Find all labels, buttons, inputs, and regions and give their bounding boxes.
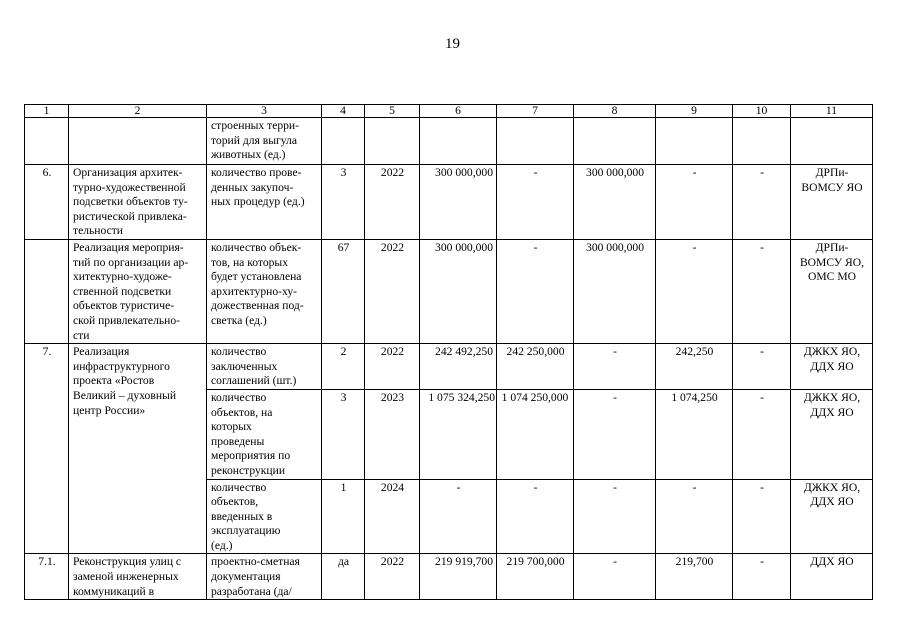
indicator-cell: проектно-сметная документация разработана (да/ bbox=[207, 554, 322, 600]
measures-table bbox=[24, 104, 873, 600]
amount-cell: - bbox=[574, 479, 656, 554]
year-cell: 2022 bbox=[365, 165, 420, 240]
indicator-value: 1 bbox=[322, 479, 365, 554]
indicator-value: 3 bbox=[322, 165, 365, 240]
measure-name: Реализация инфраструктурного проекта «Ростов Великий – духовный центр России» bbox=[69, 344, 207, 554]
year-cell: 2022 bbox=[365, 240, 420, 344]
amount-cell: - bbox=[733, 479, 791, 554]
amount-cell: - bbox=[656, 165, 733, 240]
amount-cell: - bbox=[574, 344, 656, 390]
executor-cell: ДЖКХ ЯО, ДДХ ЯО bbox=[791, 344, 873, 390]
table-cell bbox=[25, 118, 69, 165]
indicator-value: да bbox=[322, 554, 365, 600]
amount-cell: - bbox=[733, 389, 791, 479]
column-header: 5 bbox=[365, 105, 420, 118]
page-number: 19 bbox=[445, 36, 460, 52]
indicator-cell: количество объектов, на которых проведены мероприятия по реконструкции bbox=[207, 389, 322, 479]
row-number: 7. bbox=[25, 344, 69, 554]
executor-cell: ДДХ ЯО bbox=[791, 554, 873, 600]
table-row bbox=[25, 240, 873, 344]
column-header: 7 bbox=[497, 105, 574, 118]
measure-name: Реализация мероприя- тий по организации ар- хитектурно-художе- ственной подсветки объектов туристиче- ской привлекательно- сти bbox=[69, 240, 207, 344]
amount-cell: - bbox=[733, 240, 791, 344]
amount-cell: 242 250,000 bbox=[497, 344, 574, 390]
year-cell: 2023 bbox=[365, 389, 420, 479]
amount-cell: 300 000,000 bbox=[574, 240, 656, 344]
row-number: 7.1. bbox=[25, 554, 69, 600]
table-cell bbox=[497, 118, 574, 165]
executor-cell: ДЖКХ ЯО, ДДХ ЯО bbox=[791, 479, 873, 554]
amount-cell: - bbox=[656, 479, 733, 554]
amount-cell: - bbox=[574, 554, 656, 600]
amount-cell: 300 000,000 bbox=[574, 165, 656, 240]
table-row bbox=[25, 118, 873, 165]
total-amount: - bbox=[420, 479, 497, 554]
table-row bbox=[25, 554, 873, 600]
year-cell: 2022 bbox=[365, 344, 420, 390]
table-cell bbox=[791, 118, 873, 165]
column-header: 6 bbox=[420, 105, 497, 118]
table-cell bbox=[733, 118, 791, 165]
indicator-value: 3 bbox=[322, 389, 365, 479]
column-header: 2 bbox=[69, 105, 207, 118]
column-header: 4 bbox=[322, 105, 365, 118]
column-header: 11 bbox=[791, 105, 873, 118]
indicator-value: 67 bbox=[322, 240, 365, 344]
table-cell bbox=[25, 240, 69, 344]
amount-cell: 1 074 250,000 bbox=[497, 389, 574, 479]
amount-cell: - bbox=[733, 165, 791, 240]
indicator-value: 2 bbox=[322, 344, 365, 390]
table-cell bbox=[322, 118, 365, 165]
column-header: 8 bbox=[574, 105, 656, 118]
indicator-cell: количество прове- денных закупоч- ных процедур (ед.) bbox=[207, 165, 322, 240]
measure-name: Реконструкция улиц с заменой инженерных коммуникаций в bbox=[69, 554, 207, 600]
amount-cell: 219 700,000 bbox=[497, 554, 574, 600]
amount-cell: - bbox=[574, 389, 656, 479]
table-row bbox=[25, 344, 873, 390]
indicator-cell: строенных терри- торий для выгула животных (ед.) bbox=[207, 118, 322, 165]
executor-cell: ДЖКХ ЯО, ДДХ ЯО bbox=[791, 389, 873, 479]
year-cell: 2024 bbox=[365, 479, 420, 554]
total-amount: 219 919,700 bbox=[420, 554, 497, 600]
indicator-cell: количество объектов, введенных в эксплуатацию (ед.) bbox=[207, 479, 322, 554]
table-cell bbox=[69, 118, 207, 165]
executor-cell: ДРПи- ВОМСУ ЯО bbox=[791, 165, 873, 240]
amount-cell: - bbox=[497, 240, 574, 344]
column-header: 3 bbox=[207, 105, 322, 118]
amount-cell: 1 074,250 bbox=[656, 389, 733, 479]
amount-cell: - bbox=[497, 479, 574, 554]
executor-cell: ДРПи- ВОМСУ ЯО, ОМС МО bbox=[791, 240, 873, 344]
indicator-cell: количество объек- тов, на которых будет установлена архитектурно-ху- дожественная под- светка (ед.) bbox=[207, 240, 322, 344]
indicator-cell: количество заключенных соглашений (шт.) bbox=[207, 344, 322, 390]
measure-name: Организация архитек- турно-художественной подсветки объектов ту- ристической привлека- тельности bbox=[69, 165, 207, 240]
table-cell bbox=[365, 118, 420, 165]
column-header: 1 bbox=[25, 105, 69, 118]
total-amount: 300 000,000 bbox=[420, 165, 497, 240]
amount-cell: - bbox=[497, 165, 574, 240]
amount-cell: - bbox=[656, 240, 733, 344]
year-cell: 2022 bbox=[365, 554, 420, 600]
column-header: 9 bbox=[656, 105, 733, 118]
table-cell bbox=[574, 118, 656, 165]
amount-cell: - bbox=[733, 554, 791, 600]
row-number: 6. bbox=[25, 165, 69, 240]
total-amount: 1 075 324,250 bbox=[420, 389, 497, 479]
table-cell bbox=[420, 118, 497, 165]
amount-cell: - bbox=[733, 344, 791, 390]
amount-cell: 219,700 bbox=[656, 554, 733, 600]
amount-cell: 242,250 bbox=[656, 344, 733, 390]
table-row bbox=[25, 165, 873, 240]
column-header: 10 bbox=[733, 105, 791, 118]
total-amount: 300 000,000 bbox=[420, 240, 497, 344]
total-amount: 242 492,250 bbox=[420, 344, 497, 390]
table-cell bbox=[656, 118, 733, 165]
column-number-row bbox=[25, 105, 873, 118]
